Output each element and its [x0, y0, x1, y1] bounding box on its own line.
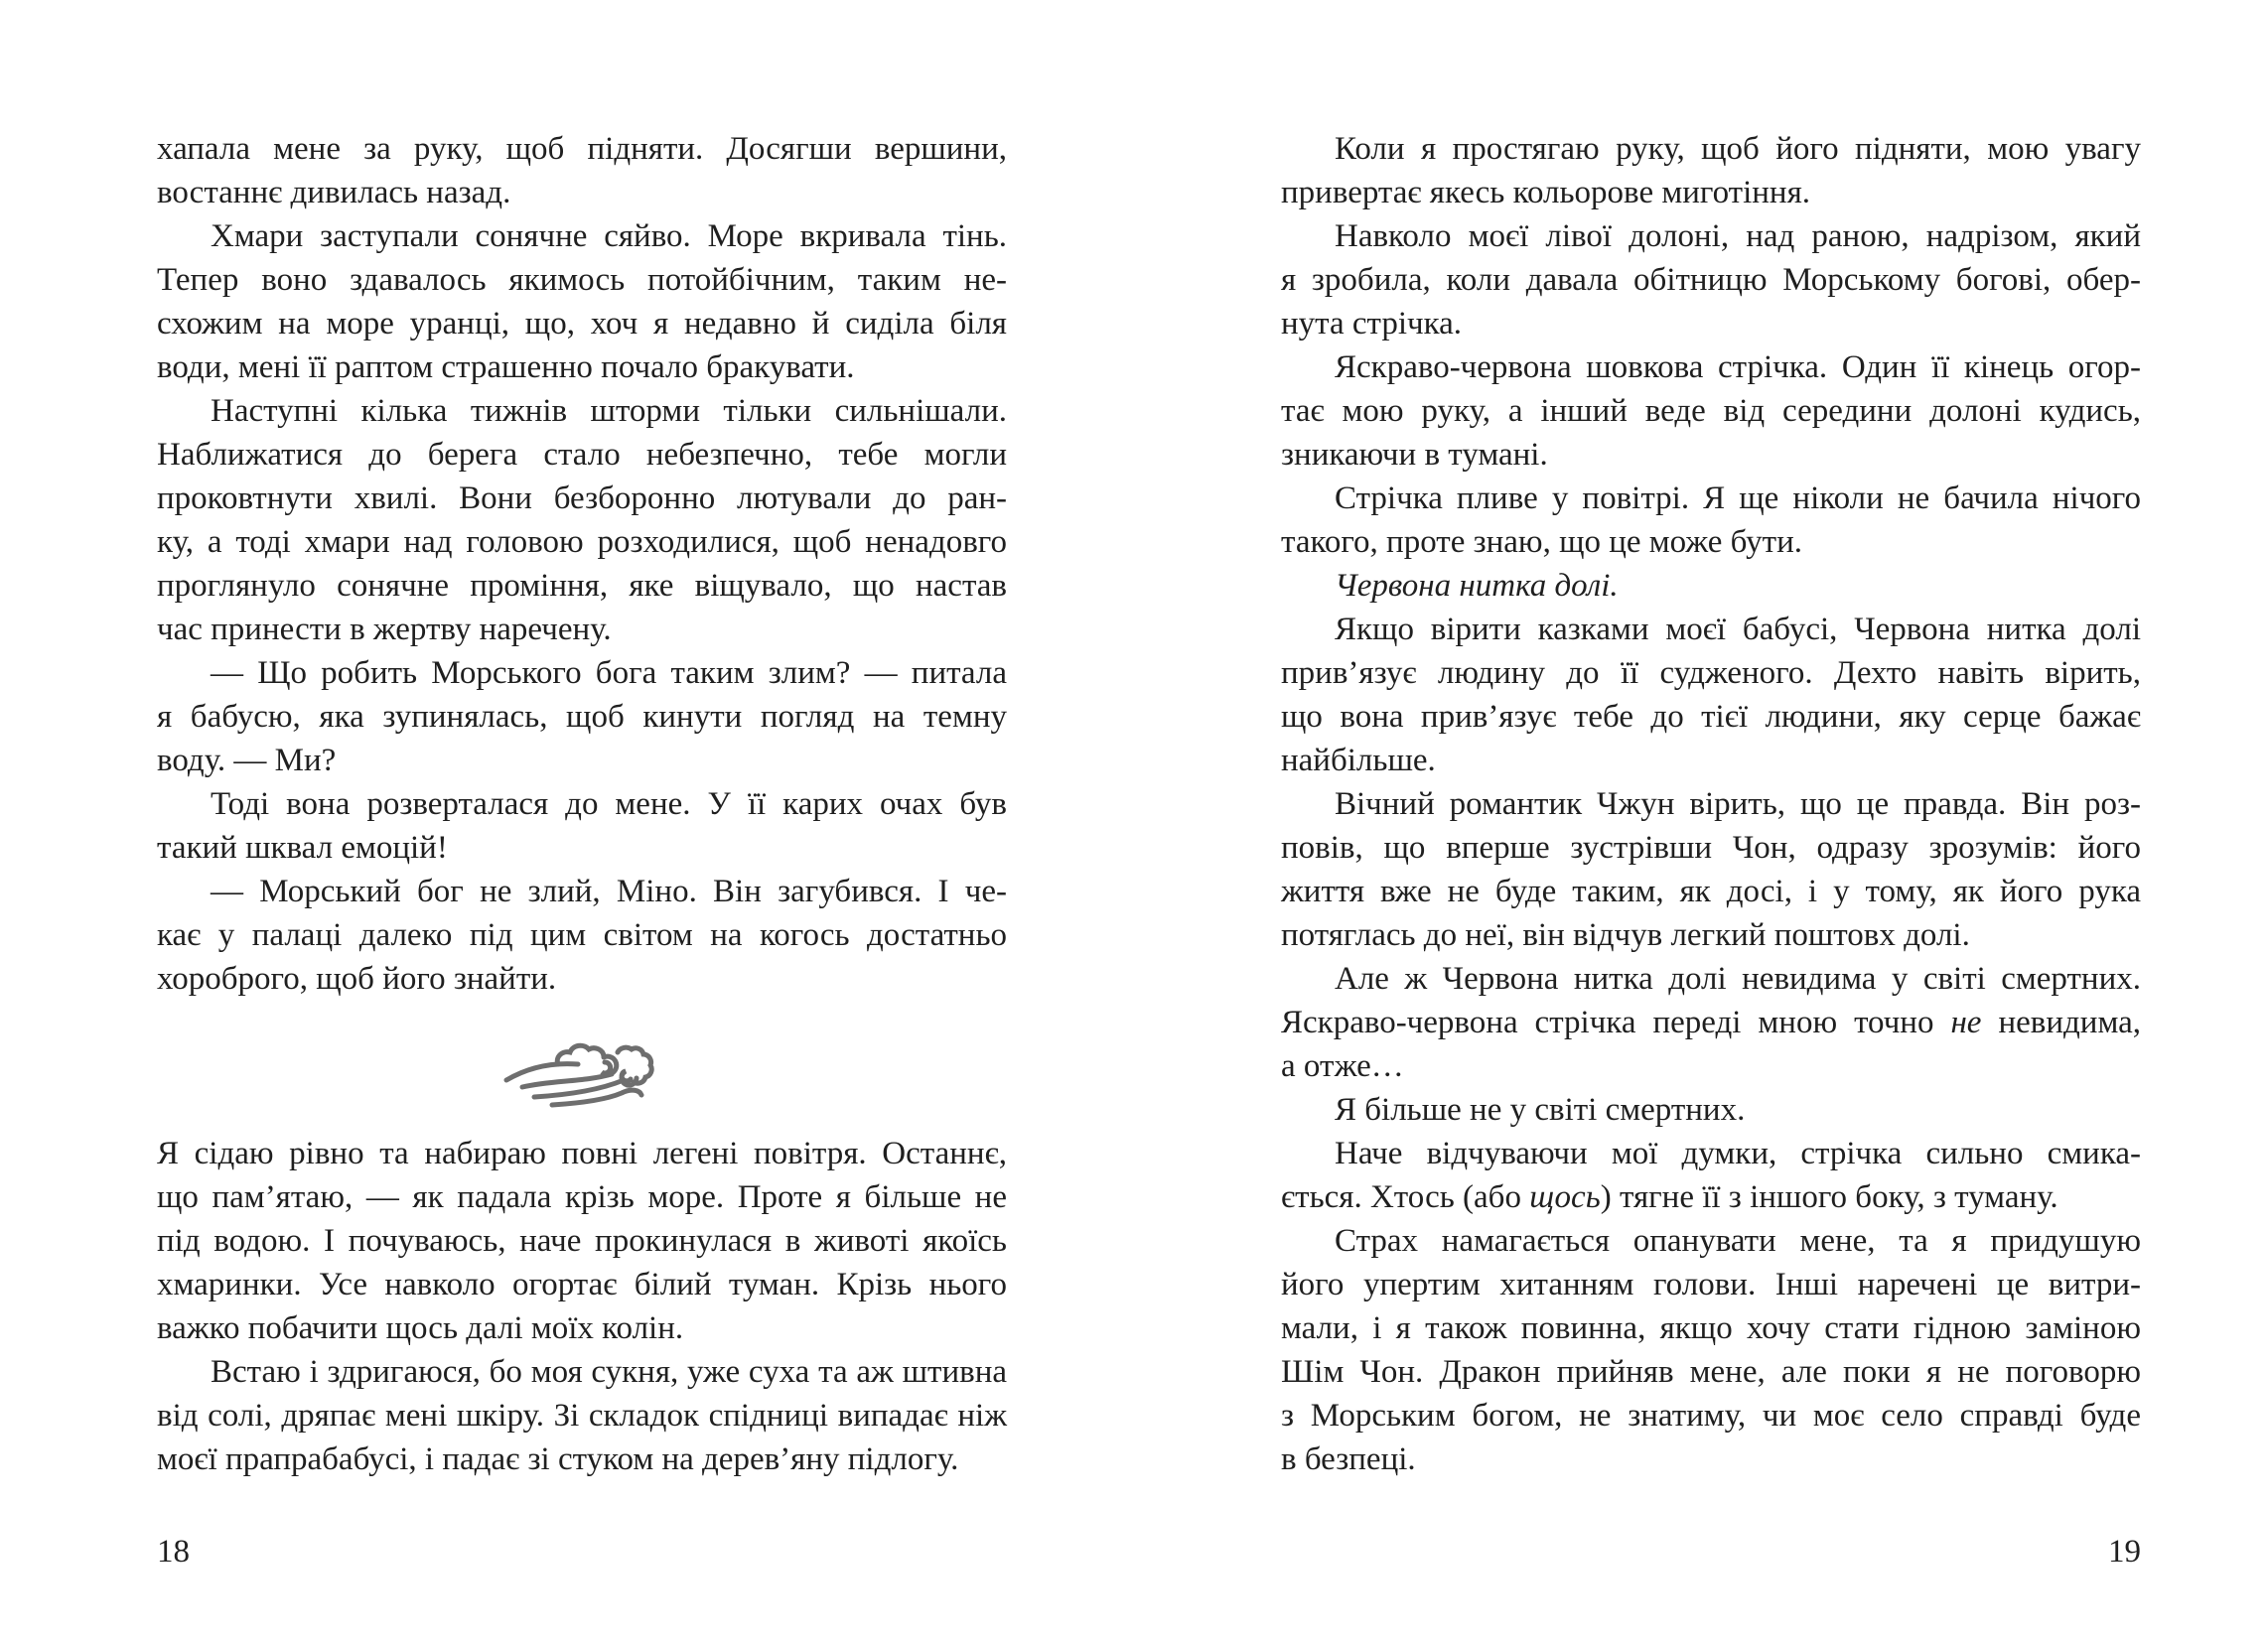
- text-line: проглянуло сонячне проміння, яке віщувало, що настав: [157, 568, 1007, 604]
- text-line: час принести в жертву наречену.: [157, 612, 612, 647]
- text-line: Тоді вона розверталася до мене. У її карих очах був: [211, 786, 1007, 822]
- text-line: ється. Хтось (або щось) тягне її з іншого боку, з туману.: [1281, 1179, 2058, 1215]
- text-line: мали, і я також повинна, якщо хочу стати гідною заміною: [1281, 1310, 2141, 1346]
- text-line: Яскраво-червона стрічка переді мною точно не невидима,: [1281, 1005, 2141, 1040]
- text-line: важко побачити щось далі моїх колін.: [157, 1310, 684, 1346]
- text-line: проковтнути хвилі. Вони безборонно лютували до ран-: [157, 480, 1007, 516]
- text-line: Яскраво-червона шовкова стрічка. Один її кінець огор-: [1335, 349, 2141, 385]
- text-line: життя вже не буде таким, як досі, і у тому, як його рука: [1281, 874, 2141, 909]
- page-right: [1134, 0, 2268, 1642]
- text-line: хороброго, щоб його знайти.: [157, 961, 557, 997]
- text-line: в безпеці.: [1281, 1441, 1416, 1477]
- left-text-column: [157, 127, 1007, 1481]
- text-line: від солі, дряпає мені шкіру. Зі складок спідниці випадає ніж: [157, 1398, 1007, 1434]
- text-line: води, мені її раптом страшенно почало бракувати.: [157, 349, 855, 385]
- text-line: Вічний романтик Чжун вірить, що це правда. Він роз-: [1335, 786, 2141, 822]
- text-line: Шім Чон. Дракон прийняв мене, але поки я не поговорю: [1281, 1354, 2141, 1390]
- cloud-wave-ornament-icon: [500, 1033, 663, 1109]
- text-line: привертає якесь кольорове миготіння.: [1281, 175, 1810, 210]
- text-line: повів, що вперше зустрівши Чон, одразу зрозумів: його: [1281, 830, 2141, 866]
- text-line: — Що робить Морського бога таким злим? — питала: [211, 655, 1007, 691]
- text-line: Я більше не у світі смертних.: [1335, 1092, 1746, 1128]
- text-line: Коли я простягаю руку, щоб його підняти, мою увагу: [1335, 131, 2141, 167]
- text-line: востаннє дивилась назад.: [157, 175, 511, 210]
- text-line: Тепер воно здавалось якимось потойбічним, таким не-: [157, 262, 1007, 298]
- text-line: Червона нитка долі.: [1335, 568, 1619, 604]
- text-line: під водою. І почуваюсь, наче прокинулася в животі якоїсь: [157, 1223, 1007, 1259]
- text-line: Встаю і здригаюся, бо моя сукня, уже суха та аж штивна: [211, 1354, 1007, 1390]
- text-line: прив’язує людину до її судженого. Дехто навіть вірить,: [1281, 655, 2141, 691]
- text-line: найбільше.: [1281, 743, 1436, 778]
- text-line: Якщо вірити казками моєї бабусі, Червона нитка долі: [1335, 612, 2141, 647]
- text-line: нута стрічка.: [1281, 306, 1463, 342]
- text-line: Навколо моєї лівої долоні, над раною, надрізом, який: [1335, 218, 2141, 254]
- text-line: хапала мене за руку, щоб підняти. Досягши вершини,: [157, 131, 1007, 167]
- right-text-column: [1281, 127, 2141, 1481]
- page-number-right: 19: [2108, 1534, 2141, 1570]
- text-line: воду. — Ми?: [157, 743, 337, 778]
- text-line: моєї прапрабабусі, і падає зі стуком на дерев’яну підлогу.: [157, 1441, 959, 1477]
- text-line: Хмари заступали сонячне сяйво. Море вкривала тінь.: [211, 218, 1007, 254]
- text-line: Наче відчуваючи мої думки, стрічка сильно смика-: [1335, 1136, 2141, 1171]
- text-line: що вона прив’язує тебе до тієї людини, яку серце бажає: [1281, 699, 2141, 735]
- text-line: схожим на море уранці, що, хоч я недавно й сиділа біля: [157, 306, 1007, 342]
- text-line: кає у палаці далеко під цим світом на когось достатньо: [157, 917, 1007, 953]
- text-line: Я сідаю рівно та набираю повні легені повітря. Останнє,: [157, 1136, 1007, 1171]
- text-line: Стрічка пливе у повітрі. Я ще ніколи не бачила нічого: [1335, 480, 2141, 516]
- text-line: Страх намагається опанувати мене, та я придушую: [1335, 1223, 2141, 1259]
- section-break: [157, 1001, 1007, 1132]
- text-line: такого, проте знаю, що це може бути.: [1281, 524, 1802, 560]
- text-line: тає мою руку, а інший веде від середини долоні кудись,: [1281, 393, 2141, 429]
- text-line: а отже…: [1281, 1048, 1404, 1084]
- text-line: Але ж Червона нитка долі невидима у світі смертних.: [1335, 961, 2141, 997]
- text-line: зникаючи в тумані.: [1281, 437, 1548, 473]
- text-line: я бабусю, яка зупинялась, щоб кинути погляд на темну: [157, 699, 1007, 735]
- text-line: ку, а тоді хмари над головою розходилися, щоб ненадовго: [157, 524, 1007, 560]
- text-line: Наступні кілька тижнів шторми тільки сильнішали.: [211, 393, 1007, 429]
- text-line: що пам’ятаю, — як падала крізь море. Проте я більше не: [157, 1179, 1007, 1215]
- text-line: хмаринки. Усе навколо огортає білий туман. Крізь нього: [157, 1267, 1007, 1302]
- text-line: Наближатися до берега стало небезпечно, тебе могли: [157, 437, 1007, 473]
- text-line: з Морським богом, не знатиму, чи моє село справді буде: [1281, 1398, 2141, 1434]
- text-line: — Морський бог не злий, Міно. Він загубився. І че-: [211, 874, 1007, 909]
- page-number-left: 18: [157, 1534, 190, 1570]
- text-line: такий шквал емоцій!: [157, 830, 448, 866]
- text-line: його упертим хитанням голови. Інші наречені це витри-: [1281, 1267, 2141, 1302]
- text-line: потяглась до неї, він відчув легкий поштовх долі.: [1281, 917, 1970, 953]
- text-line: я зробила, коли давала обітницю Морському богові, обер-: [1281, 262, 2141, 298]
